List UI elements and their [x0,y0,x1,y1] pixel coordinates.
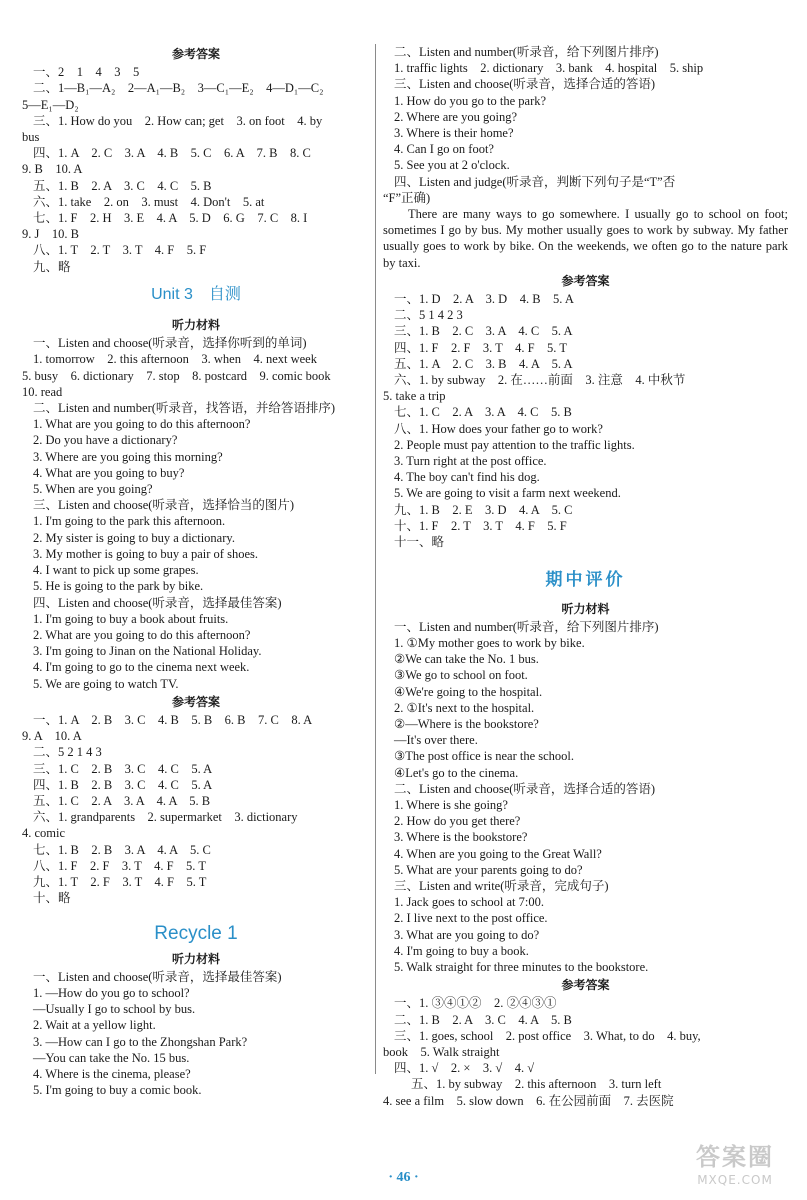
text-line: 五、1. C 2. A 3. A 4. A 5. B [33,793,211,808]
text-line: 1. How do you go to the park? [394,93,547,108]
text-line: 七、1. F 2. H 3. E 4. A 5. D 6. G 7. C 8. I [33,211,308,226]
text-line: 七、1. B 2. B 3. A 4. A 5. C [33,842,211,857]
text-line: 3. Where are you going this morning? [33,449,223,464]
text-line: 一、Listen and number(听录音，给下列图片排序) [394,619,659,634]
text-line: 六、1. grandparents 2. supermarket 3. dictionary [33,810,298,825]
text-line: 2. What are you going to do this afternoon? [33,627,251,642]
text-line: 十一、略 [394,535,445,550]
text-line: 2. My sister is going to buy a dictionary. [33,530,235,545]
section-title: 期中评价 [545,570,626,591]
text-line: 4. see a film 5. slow down 6. 在公园前面 7. 去医院 [383,1093,674,1108]
text-line: 1. I'm going to the park this afternoon. [33,514,226,529]
text-line: 十、1. F 2. T 3. T 4. F 5. F [394,518,567,533]
text-line: 3. My mother is going to buy a pair of shoes. [33,546,258,561]
text-line: 1. tomorrow 2. this afternoon 3. when 4. next week [33,352,317,367]
text-line: 四、1. F 2. F 3. T 4. F 5. T [394,340,567,355]
text-line: 四、Listen and judge(听录音，判断下列句子是“T”否 [394,174,676,189]
text-line: 2. ①It's next to the hospital. [394,700,535,715]
text-line: —You can take the No. 15 bus. [33,1050,190,1065]
text-line: ④We're going to the hospital. [394,684,543,699]
text-line: 三、Listen and write(听录音，完成句子) [394,878,609,893]
text-line: 5. We are going to visit a farm next weekend. [394,486,621,501]
text-line: 3. Where is the bookstore? [394,830,528,845]
text-line: 二、1—B₁—A₂ 2—A₁—B₂ 3—C₁—E₂ 4—D₁—C₂ [33,81,324,96]
text-line: 八、1. T 2. T 3. T 4. F 5. F [33,243,207,258]
text-line: 十、略 [33,891,71,906]
text-line: 4. Can I go on foot? [394,142,494,157]
paragraph: There are many ways to go somewhere. I usually go to school on foot; sometimes I go by bus. My mother usually goes to work by subway. My father usually goes to work by bike. On the weekends, we often go to the nature park by taxi. [383,207,788,270]
text-line: 三、Listen and choose(听录音，选择恰当的图片) [33,498,295,513]
text-line: 一、Listen and choose(听录音，选择你听到的单词) [33,336,307,351]
text-line: 一、1. A 2. B 3. C 4. B 5. B 6. B 7. C 8. A [33,712,313,727]
text-line: 1. Where is she going? [394,797,508,812]
text-line: 三、Listen and choose(听录音，选择合适的答语) [394,77,656,92]
text-line: ②We can take the No. 1 bus. [394,652,539,667]
text-line: 9. A 10. A [22,729,82,744]
text-line: 二、5 1 4 2 3 [394,308,463,323]
text-line: 5. We are going to watch TV. [33,676,179,691]
section-title: Recycle 1 [154,923,238,945]
text-line: 三、1. B 2. C 3. A 4. C 5. A [394,324,573,339]
text-line: 1. I'm going to buy a book about fruits. [33,611,229,626]
text-line: 二、5 2 1 4 3 [33,745,102,760]
text-line: —It's over there. [394,733,478,748]
text-line: ④Let's go to the cinema. [394,765,519,780]
text-line: 3. Turn right at the post office. [394,454,547,469]
text-line: 4. Where is the cinema, please? [33,1066,191,1081]
text-line: 2. People must pay attention to the traffic lights. [394,437,635,452]
subheading: 听力材料 [171,951,220,966]
text-line: 5. He is going to the park by bike. [33,579,204,594]
subheading: 听力材料 [171,318,220,333]
text-line: 三、1. goes, school 2. post office 3. What, to do 4. buy, [394,1028,701,1043]
text-line: 2. How do you get there? [394,814,521,829]
text-line: 九、1. B 2. E 3. D 4. A 5. C [394,502,573,517]
text-line: 9. B 10. A [22,162,83,177]
watermark-url: MXQE.COM [697,1173,773,1187]
text-line: 六、1. take 2. on 3. must 4. Don't 5. at [33,194,265,209]
text-line: 2. I live next to the post office. [394,911,548,926]
text-line: 二、Listen and number(听录音，找答语，并给答语排序) [33,401,336,416]
subheading: 参考答案 [561,273,610,288]
text-line: 5. See you at 2 o'clock. [394,158,510,173]
watermark-logo [677,1142,793,1194]
text-line: 四、1. B 2. B 3. C 4. C 5. A [33,777,213,792]
text-line: 二、Listen and number(听录音，给下列图片排序) [394,45,659,59]
section-title: Unit 3 自测 [151,285,241,303]
text-line: “F”正确) [383,190,431,205]
text-line: 1. ①My mother goes to work by bike. [394,635,585,650]
text-line: 5. busy 6. dictionary 7. stop 8. postcard 9. comic book [22,368,331,383]
text-line: 九、略 [33,259,71,274]
text-line: 五、1. A 2. C 3. B 4. A 5. A [394,356,573,371]
text-line: 9. J 10. B [22,227,79,242]
text-line: 四、1. √ 2. × 3. √ 4. √ [394,1061,535,1076]
text-line: 五、1. by subway 2. this afternoon 3. turn left [411,1077,662,1092]
right-column [383,44,788,1109]
text-line: 八、1. How does your father go to work? [394,421,603,436]
text-line: 1. —How do you go to school? [33,985,190,1000]
subheading: 参考答案 [171,47,220,61]
text-line: 四、Listen and choose(听录音，选择最佳答案) [33,595,282,610]
text-line: 一、Listen and choose(听录音，选择最佳答案) [33,969,282,984]
text-line: 3. I'm going to Jinan on the National Holiday. [33,644,262,659]
text-line: 3. —How can I go to the Zhongshan Park? [33,1034,248,1049]
text-line: 1. traffic lights 2. dictionary 3. bank 4. hospital 5. ship [394,61,704,76]
text-line: 1. Jack goes to school at 7:00. [394,895,544,910]
text-line: 10. read [22,384,63,399]
text-line: 二、1. B 2. A 3. C 4. A 5. B [394,1012,572,1027]
text-line: 4. What are you going to buy? [33,465,185,480]
subheading: 听力材料 [561,601,610,616]
text-line: 二、Listen and choose(听录音，选择合适的答语) [394,781,656,796]
text-line: 4. comic [22,826,66,841]
text-line: ③The post office is near the school. [394,749,575,764]
text-line: 2. Where are you going? [394,109,517,124]
text-line: 5—E₁—D₂ [22,97,79,112]
text-line: ②—Where is the bookstore? [394,716,539,731]
text-line: ③We go to school on foot. [394,668,528,683]
text-line: 5. When are you going? [33,482,153,497]
subheading: 参考答案 [171,694,220,709]
text-line: 三、1. How do you 2. How can; get 3. on foot 4. by [33,113,323,128]
text-line: 5. Walk straight for three minutes to the bookstore. [394,959,649,974]
text-line: 5. What are your parents going to do? [394,862,583,877]
text-line: 四、1. A 2. C 3. A 4. B 5. C 6. A 7. B 8. C [33,146,311,161]
text-line: —Usually I go to school by bus. [33,1002,196,1017]
left-column [22,44,370,1098]
text-line: 七、1. C 2. A 3. A 4. C 5. B [394,405,572,420]
text-line: 九、1. T 2. F 3. T 4. F 5. T [33,874,207,889]
text-line: 八、1. F 2. F 3. T 4. F 5. T [33,858,206,873]
text-line: 5. I'm going to buy a comic book. [33,1083,202,1098]
text-line: 3. Where is their home? [394,126,514,141]
text-line: 5. take a trip [383,389,446,404]
text-line: 2. Wait at a yellow light. [33,1018,156,1033]
text-line: 4. I'm going to go to the cinema next week. [33,660,250,675]
text-line: 一、1. D 2. A 3. D 4. B 5. A [394,292,574,307]
text-line: 一、1. ③④①② 2. ②④③① [394,996,557,1011]
text-line: 三、1. C 2. B 3. C 4. C 5. A [33,761,213,776]
text-line: book 5. Walk straight [383,1044,500,1059]
text-line: 3. What are you going to do? [394,927,540,942]
subheading: 参考答案 [561,978,610,993]
text-line: bus [22,130,40,145]
text-line: 2. Do you have a dictionary? [33,433,178,448]
text-line: 1. What are you going to do this afternoon? [33,417,251,432]
text-line: 4. When are you going to the Great Wall? [394,846,602,861]
text-line: 六、1. by subway 2. 在……前面 3. 注意 4. 中秋节 [394,373,686,388]
text-line: 4. I want to pick up some grapes. [33,563,199,578]
text-line: 一、2 1 4 3 5 [33,65,140,80]
text-line: 4. I'm going to buy a book. [394,943,529,958]
text-line: 五、1. B 2. A 3. C 4. C 5. B [33,178,212,193]
watermark-text: 答案圈 [696,1143,774,1171]
text-line: 4. The boy can't find his dog. [394,470,540,485]
page-number: · 46 · [388,1170,419,1185]
column-divider [375,44,376,1074]
